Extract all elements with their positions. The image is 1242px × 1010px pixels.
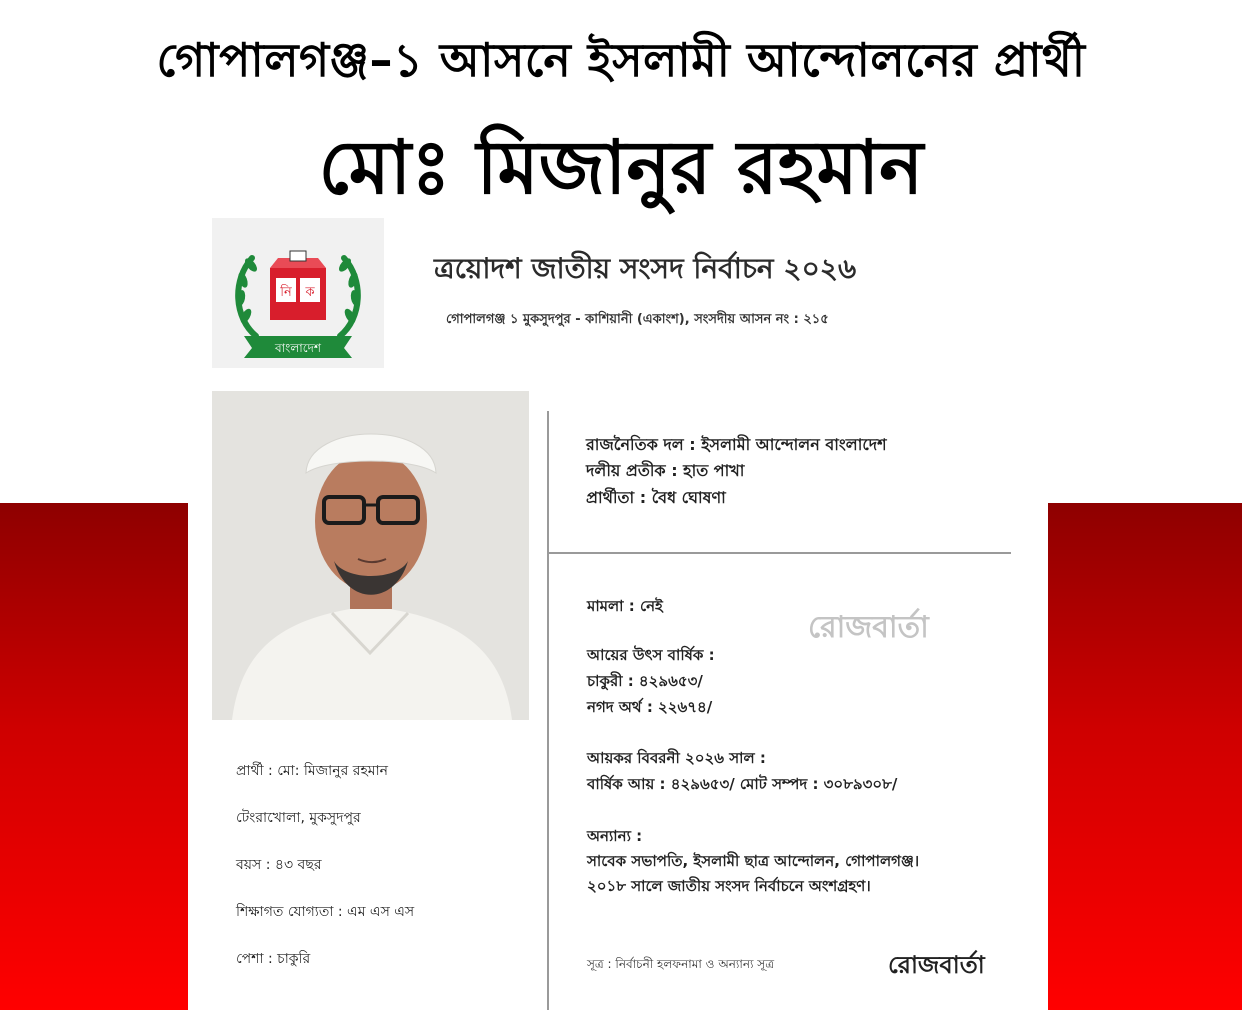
election-title: ত্রয়োদশ জাতীয় সংসদ নির্বাচন ২০২৬ — [434, 252, 857, 285]
headline: গোপালগঞ্জ–১ আসনে ইসলামী আন্দোলনের প্রার্থী — [156, 33, 1086, 87]
fact-education: শিক্ষাগত যোগ্যতা : এম এস এস — [236, 904, 415, 920]
election-commission-logo-icon — [212, 218, 384, 368]
horizontal-divider — [549, 552, 1011, 554]
logo-ribbon-text: বাংলাদেশ — [275, 341, 321, 355]
brand-logo-text: রোজবার্তা — [888, 951, 985, 979]
tax-heading: আয়কর বিবরনী ২০২৬ সাল : — [587, 749, 766, 767]
fact-profession: পেশা : চাকুরি — [236, 951, 311, 967]
other-line-1: সাবেক সভাপতি, ইসলামী ছাত্র আন্দোলন, গোপালগঞ্জ। — [587, 852, 920, 870]
fact-candidate: প্রার্থী : মো: মিজানুর রহমান — [236, 763, 388, 779]
candidacy-status: প্রার্থীতা : বৈধ ঘোষণা — [586, 488, 726, 507]
watermark: রোজবার্তা — [808, 610, 929, 645]
logo-letter-right: ক — [305, 285, 315, 300]
fact-age: বয়স : ৪৩ বছর — [236, 857, 322, 873]
party-symbol: দলীয় প্রতীক : হাত পাখা — [586, 461, 745, 480]
logo-letter-left: নি — [280, 285, 292, 300]
tax-line: বার্ষিক আয় : ৪২৯৬৫৩/ মোট সম্পদ : ৩০৮৯৩০৮/ — [587, 775, 898, 793]
constituency-subtitle: গোপালগঞ্জ ১ মুকসুদপুর - কাশিয়ানী (একাংশ), সংসদীয় আসন নং : ২১৫ — [446, 312, 829, 327]
fact-address: টেংরাখোলা, মুকসুদপুর — [236, 810, 361, 826]
source-note: সূত্র : নির্বাচনী হলফনামা ও অন্যান্য সূত্র — [587, 957, 775, 971]
candidate-photo — [212, 391, 529, 720]
candidate-name-title: মোঃ মিজানুর রহমান — [318, 125, 924, 211]
other-heading: অন্যান্য : — [587, 827, 643, 845]
candidate-info-card — [188, 215, 1048, 1010]
party-name: রাজনৈতিক দল : ইসলামী আন্দোলন বাংলাদেশ — [586, 435, 887, 454]
income-heading: আয়ের উৎস বার্ষিক : — [587, 646, 715, 664]
case-info: মামলা : নেই — [587, 597, 663, 615]
other-line-2: ২০১৮ সালে জাতীয় সংসদ নির্বাচনে অংশগ্রহণ। — [587, 877, 871, 895]
income-job: চাকুরী : ৪২৯৬৫৩/ — [587, 672, 703, 690]
vertical-divider — [547, 411, 549, 1010]
income-cash: নগদ অর্থ : ২২৬৭৪/ — [587, 698, 713, 716]
